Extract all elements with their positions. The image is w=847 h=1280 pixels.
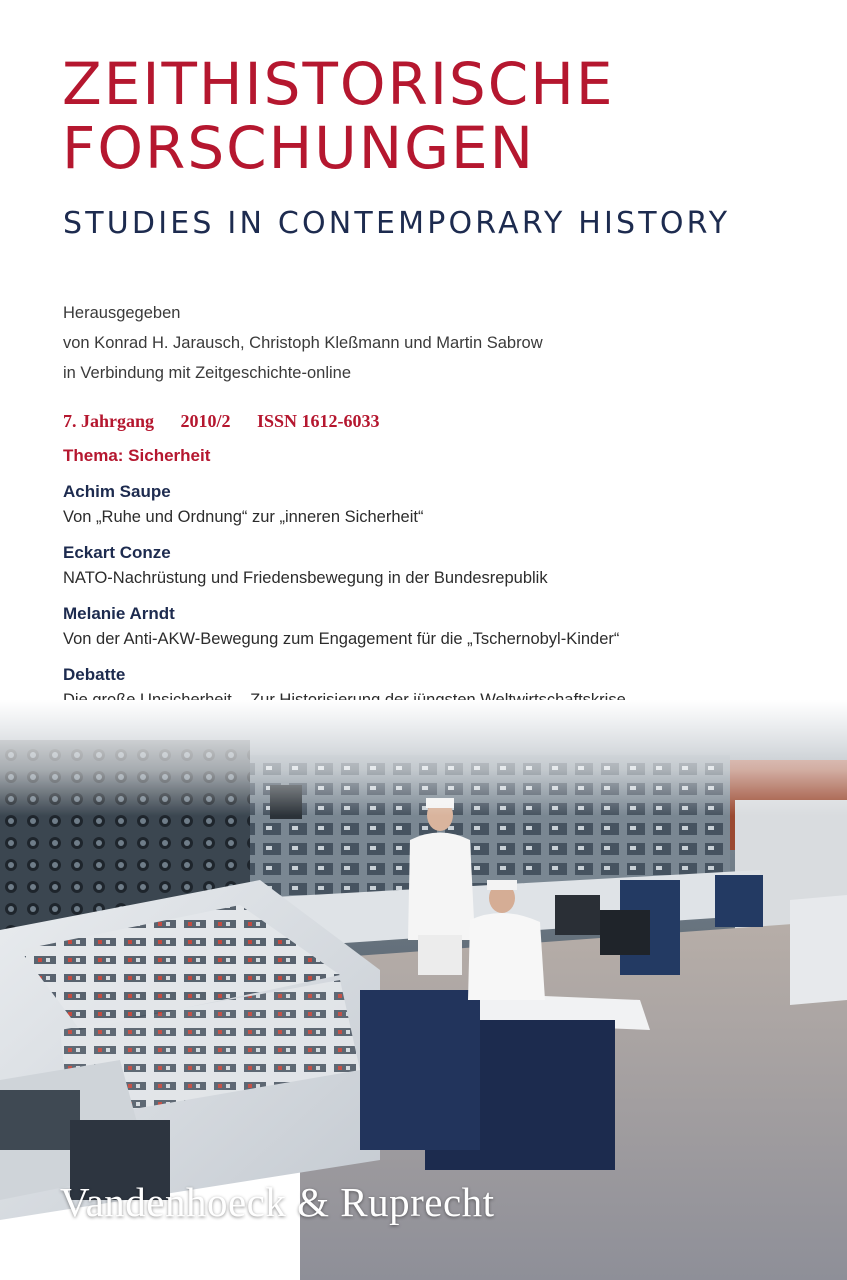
article-item xyxy=(63,480,833,530)
journal-title xyxy=(62,52,615,180)
editors-line-2: von Konrad H. Jarausch, Christoph Kleßmann und Martin Sabrow xyxy=(63,334,543,352)
article-author: Debatte xyxy=(63,665,126,684)
issue-number: 2010/2 xyxy=(180,411,231,431)
article-item xyxy=(63,541,833,591)
article-title: Von der Anti-AKW-Bewegung zum Engagement für die „Tschernobyl-Kinder“ xyxy=(63,630,620,648)
article-author: Achim Saupe xyxy=(63,482,171,501)
article-author: Melanie Arndt xyxy=(63,604,175,623)
article-list xyxy=(63,480,833,724)
article-item xyxy=(63,602,833,652)
article-author: Eckart Conze xyxy=(63,543,171,562)
editors-line-3: in Verbindung mit Zeitgeschichte-online xyxy=(63,364,352,382)
issue-volume: 7. Jahrgang xyxy=(63,411,155,431)
journal-subtitle: STUDIES IN CONTEMPORARY HISTORY xyxy=(63,206,731,241)
article-title: NATO-Nachrüstung und Friedensbewegung in der Bundesrepublik xyxy=(63,569,548,587)
issue-theme: Thema: Sicherheit xyxy=(63,446,211,465)
issue-issn: ISSN 1612-6033 xyxy=(257,411,380,431)
editors-line-1: Herausgegeben xyxy=(63,304,181,322)
publisher-logo: Vandenhoeck & Ruprecht xyxy=(60,1179,495,1225)
issue-info xyxy=(63,411,402,432)
journal-title-line-1: ZEITHISTORISCHE xyxy=(62,50,615,118)
editors-block xyxy=(63,298,543,388)
article-title: Von „Ruhe und Ordnung“ zur „inneren Sicherheit“ xyxy=(63,508,424,526)
journal-title-line-2: FORSCHUNGEN xyxy=(62,114,536,182)
